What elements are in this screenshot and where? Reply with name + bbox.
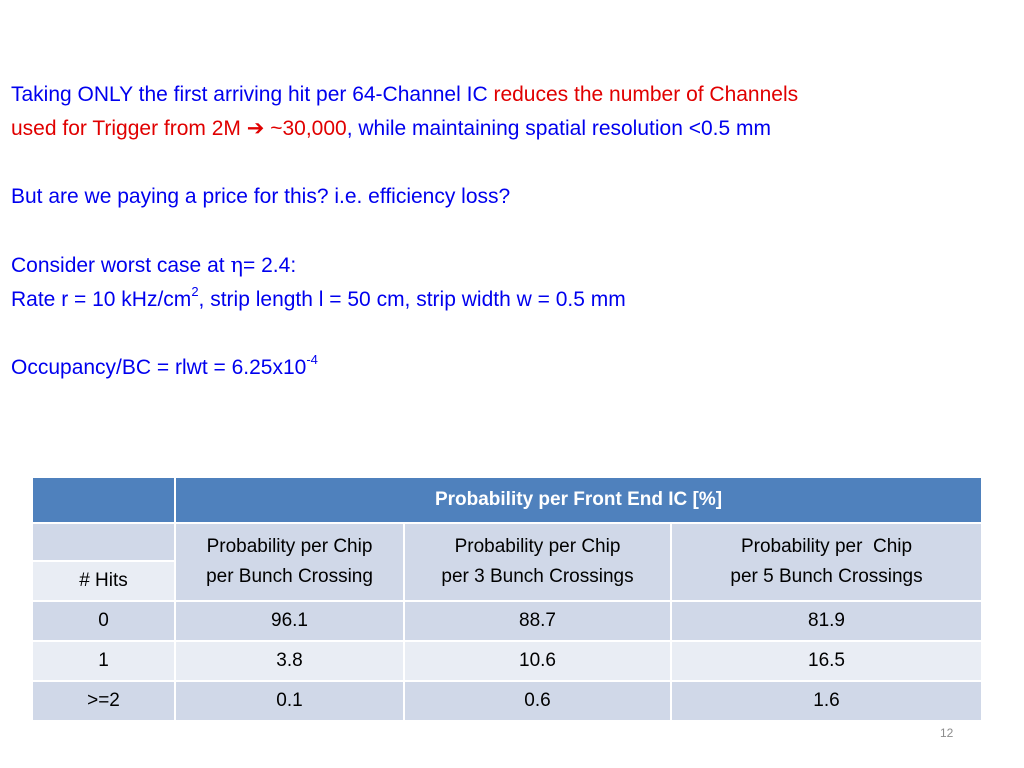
hits-cell: 1 xyxy=(32,641,175,681)
hits-cell: 0 xyxy=(32,601,175,641)
value-cell: 81.9 xyxy=(671,601,982,641)
value-cell: 0.6 xyxy=(404,681,671,721)
table-empty-header-cell xyxy=(32,523,175,561)
column-header-2-line-1: Probability per Chip xyxy=(454,536,621,557)
column-header-1-line-2: per Bunch Crossing xyxy=(206,566,373,587)
table-row xyxy=(32,641,982,681)
paragraph-1-line-2 xyxy=(11,112,1011,146)
value-cell: 10.6 xyxy=(404,641,671,681)
column-header-3-bc xyxy=(404,523,671,601)
table-row xyxy=(32,601,982,641)
right-arrow-icon: ➔ xyxy=(246,117,265,140)
paragraph-1-text-a: Taking ONLY the first arriving hit per 64-Channel IC xyxy=(11,83,494,106)
column-header-1-line-1: Probability per Chip xyxy=(206,536,373,557)
table-column-header-row xyxy=(32,523,982,561)
column-header-3-line-1: Probability per Chip xyxy=(740,536,913,557)
column-header-2-line-2: per 3 Bunch Crossings xyxy=(441,566,634,587)
paragraph-1-highlight-a: reduces the number of Channels xyxy=(493,83,799,106)
paragraph-2: But are we paying a price for this? i.e. efficiency loss? xyxy=(11,185,511,208)
value-cell: 16.5 xyxy=(671,641,982,681)
value-cell: 88.7 xyxy=(404,601,671,641)
table-row xyxy=(32,681,982,721)
column-header-1-bc xyxy=(175,523,404,601)
column-header-5-bc xyxy=(671,523,982,601)
table-corner-cell xyxy=(32,477,175,523)
slide-number: 12 xyxy=(940,726,954,740)
occupancy-text: Occupancy/BC = rlwt = 6.25x10 xyxy=(11,356,307,379)
table-title-row xyxy=(32,477,982,523)
rate-text: Rate r = 10 kHz/cm xyxy=(11,288,192,311)
strip-dimensions-text: , strip length l = 50 cm, strip width w = 0.5 mm xyxy=(198,288,626,311)
eta-symbol: η xyxy=(230,253,244,277)
table-title: Probability per Front End IC [%] xyxy=(175,477,982,523)
paragraph-1-highlight-b: used for Trigger from 2M xyxy=(11,117,247,140)
occupancy-exponent: -4 xyxy=(306,352,318,367)
value-cell: 96.1 xyxy=(175,601,404,641)
hits-column-header: # Hits xyxy=(32,561,175,601)
column-header-3-line-2: per 5 Bunch Crossings xyxy=(730,566,923,587)
paragraph-3-line-1 xyxy=(11,248,1011,283)
paragraph-1-text-b: , while maintaining spatial resolution <0.5 mm xyxy=(346,117,771,140)
paragraph-3-line-2 xyxy=(11,283,1011,317)
paragraph-1-line-1 xyxy=(11,78,1011,112)
paragraph-4 xyxy=(11,351,1011,385)
paragraph-3-suffix: = 2.4: xyxy=(243,254,297,277)
probability-table xyxy=(31,476,983,722)
value-cell: 0.1 xyxy=(175,681,404,721)
hits-cell: >=2 xyxy=(32,681,175,721)
value-cell: 1.6 xyxy=(671,681,982,721)
rate-superscript: 2 xyxy=(191,284,199,299)
paragraph-1-highlight-c: ~30,000 xyxy=(264,117,347,140)
paragraph-3-prefix: Consider worst case at xyxy=(11,254,231,277)
slide-body-text xyxy=(11,78,1011,385)
value-cell: 3.8 xyxy=(175,641,404,681)
